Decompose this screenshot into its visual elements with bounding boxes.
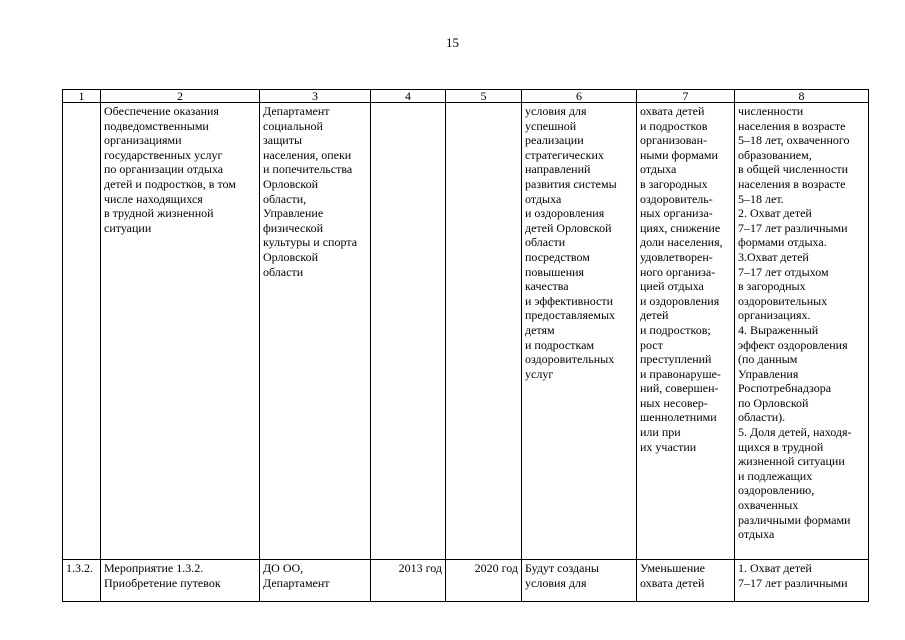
cell-line: по организации отдыха (104, 162, 224, 177)
cell-line: детей и подростков, в том (104, 176, 236, 191)
cell-executor (260, 103, 371, 560)
cell-line: оздоровлению, (738, 483, 815, 498)
page-number: 15 (446, 35, 459, 50)
cell-expected-result (522, 560, 637, 602)
cell-line: 3.Охват детей (738, 249, 809, 264)
table-row (63, 103, 869, 560)
cell-line: услуг (525, 366, 554, 381)
cell-line: отдыха (640, 162, 677, 177)
cell-line: отдыха (525, 191, 562, 206)
cell-line: реализации (525, 133, 584, 148)
cell-line: качества (525, 279, 569, 294)
header-row (63, 90, 869, 103)
cell-line: числе находящихся (104, 191, 203, 206)
cell-line: охвата детей (640, 575, 705, 590)
cell-line: и подростков; (640, 322, 711, 337)
cell-line: ситуации (104, 220, 152, 235)
cell-line: их участии (640, 439, 697, 454)
cell-line: повышения (525, 264, 585, 279)
cell-indicators (735, 560, 869, 602)
cell-line: и подростков (640, 118, 708, 133)
cell-line: области). (738, 410, 786, 425)
cell-line: отдыха (738, 527, 775, 542)
cell-line: развития системы (525, 176, 617, 191)
cell-line: условия для (525, 575, 587, 590)
cell-line: детей Орловской (525, 220, 612, 235)
cell-line: различными формами (738, 512, 851, 527)
cell-line: области (263, 264, 304, 279)
cell-line: предоставляемых (525, 308, 616, 323)
cell-line: 4. Выраженный (738, 322, 819, 337)
cell-line: направлений (525, 162, 591, 177)
cell-line: населения, опеки (263, 147, 352, 162)
cell-expected-result (522, 103, 637, 560)
cell-line: Роспотребнадзора (738, 381, 832, 396)
cell-line: циях, снижение (640, 220, 721, 235)
cell-line: оздоровитель- (640, 191, 713, 206)
cell-consequences (637, 103, 735, 560)
cell-line: удовлетворен- (640, 249, 713, 264)
cell-start-year (371, 103, 446, 560)
cell-line: области, (263, 191, 307, 206)
cell-indicators (735, 103, 869, 560)
cell-number (63, 103, 101, 560)
cell-line: и попечительства (263, 162, 353, 177)
cell-line: 7–17 лет различными (738, 220, 848, 235)
cell-line: культуры и спорта (263, 235, 358, 250)
cell-line: Уменьшение (640, 561, 705, 575)
cell-line: по Орловской (738, 395, 809, 410)
cell-line: 7–17 лет отдыхом (738, 264, 829, 279)
cell-consequences (637, 560, 735, 602)
cell-number: 1.3.2. (63, 560, 101, 602)
cell-line: Орловской (263, 176, 319, 191)
cell-line: цией отдыха (640, 279, 704, 294)
cell-line: 5–18 лет, охваченного (738, 133, 850, 148)
cell-line: подведомственными (104, 118, 209, 133)
cell-line: Мероприятие 1.3.2. (104, 561, 204, 575)
cell-line: в загородных (640, 176, 708, 191)
header-col-3: 3 (260, 90, 371, 103)
cell-line: населения в возрасте (738, 118, 846, 133)
cell-line: государственных услуг (104, 147, 223, 162)
cell-line: или при (640, 425, 681, 440)
cell-line: охваченных (738, 498, 799, 513)
cell-executor (260, 560, 371, 602)
cell-line: охвата детей (640, 104, 705, 118)
cell-line: ного организа- (640, 264, 716, 279)
cell-line: и оздоровления (640, 293, 720, 308)
cell-line: детей (640, 308, 669, 323)
cell-line: 7–17 лет различными (738, 575, 848, 590)
cell-line: и подросткам (525, 337, 595, 352)
cell-line: Департамент (263, 104, 330, 118)
cell-line: 1. Охват детей (738, 561, 812, 575)
cell-line: в общей численности (738, 162, 848, 177)
header-col-7: 7 (637, 90, 735, 103)
cell-line: ными формами (640, 147, 718, 162)
cell-end-year (446, 103, 522, 560)
cell-line: и правонаруше- (640, 366, 721, 381)
cell-line: организациях. (738, 308, 811, 323)
cell-line: рост (640, 337, 663, 352)
measures-table (62, 89, 869, 602)
cell-line: Управление (263, 206, 324, 221)
cell-line: ных организа- (640, 206, 713, 221)
cell-line: организациями (104, 133, 182, 148)
cell-measure-name (101, 560, 260, 602)
table-row (63, 560, 869, 602)
cell-line: оздоровительных (525, 352, 615, 367)
cell-line: ДО ОО, (263, 561, 304, 575)
cell-line: условия для (525, 104, 587, 118)
header-col-5: 5 (446, 90, 522, 103)
cell-line: (по данным (738, 352, 798, 367)
cell-line: и подлежащих (738, 468, 813, 483)
cell-line: Будут созданы (525, 561, 599, 575)
header-col-4: 4 (371, 90, 446, 103)
header-col-8: 8 (735, 90, 869, 103)
cell-end-year: 2020 год (446, 560, 522, 602)
cell-line: посредством (525, 249, 590, 264)
cell-line: доли населения, (640, 235, 723, 250)
cell-line: 2. Охват детей (738, 206, 812, 221)
cell-line: в трудной жизненной (104, 206, 214, 221)
cell-line: и оздоровления (525, 206, 605, 221)
cell-line: защиты (263, 133, 303, 148)
cell-line: организован- (640, 133, 708, 148)
cell-line: оздоровительных (738, 293, 828, 308)
cell-line: Департамент (263, 575, 330, 590)
header-col-2: 2 (101, 90, 260, 103)
cell-line: физической (263, 220, 323, 235)
cell-start-year: 2013 год (371, 560, 446, 602)
cell-line: области (525, 235, 566, 250)
cell-line: успешной (525, 118, 577, 133)
cell-measure-name (101, 103, 260, 560)
cell-line: эффект оздоровления (738, 337, 848, 352)
cell-line: Приобретение путевок (104, 575, 221, 590)
cell-line: 5–18 лет. (738, 191, 784, 206)
cell-line: Управления (738, 366, 799, 381)
cell-line: шеннолетними (640, 410, 717, 425)
cell-line: ных несовер- (640, 395, 708, 410)
cell-line: Обеспечение оказания (104, 104, 219, 118)
header-col-1: 1 (63, 90, 101, 103)
cell-line: Орловской (263, 249, 319, 264)
cell-line: жизненной ситуации (738, 454, 845, 469)
cell-line: социальной (263, 118, 323, 133)
header-col-6: 6 (522, 90, 637, 103)
cell-line: стратегических (525, 147, 604, 162)
cell-line: формами отдыха. (738, 235, 827, 250)
cell-line: и эффективности (525, 293, 614, 308)
cell-line: детям (525, 322, 555, 337)
cell-line: образованием, (738, 147, 812, 162)
cell-line: преступлений (640, 352, 712, 367)
cell-line: ний, совершен- (640, 381, 719, 396)
cell-line: 5. Доля детей, находя- (738, 425, 852, 440)
cell-line: щихся в трудной (738, 439, 824, 454)
cell-line: в загородных (738, 279, 806, 294)
cell-line: населения в возрасте (738, 176, 846, 191)
cell-line: численности (738, 104, 804, 118)
